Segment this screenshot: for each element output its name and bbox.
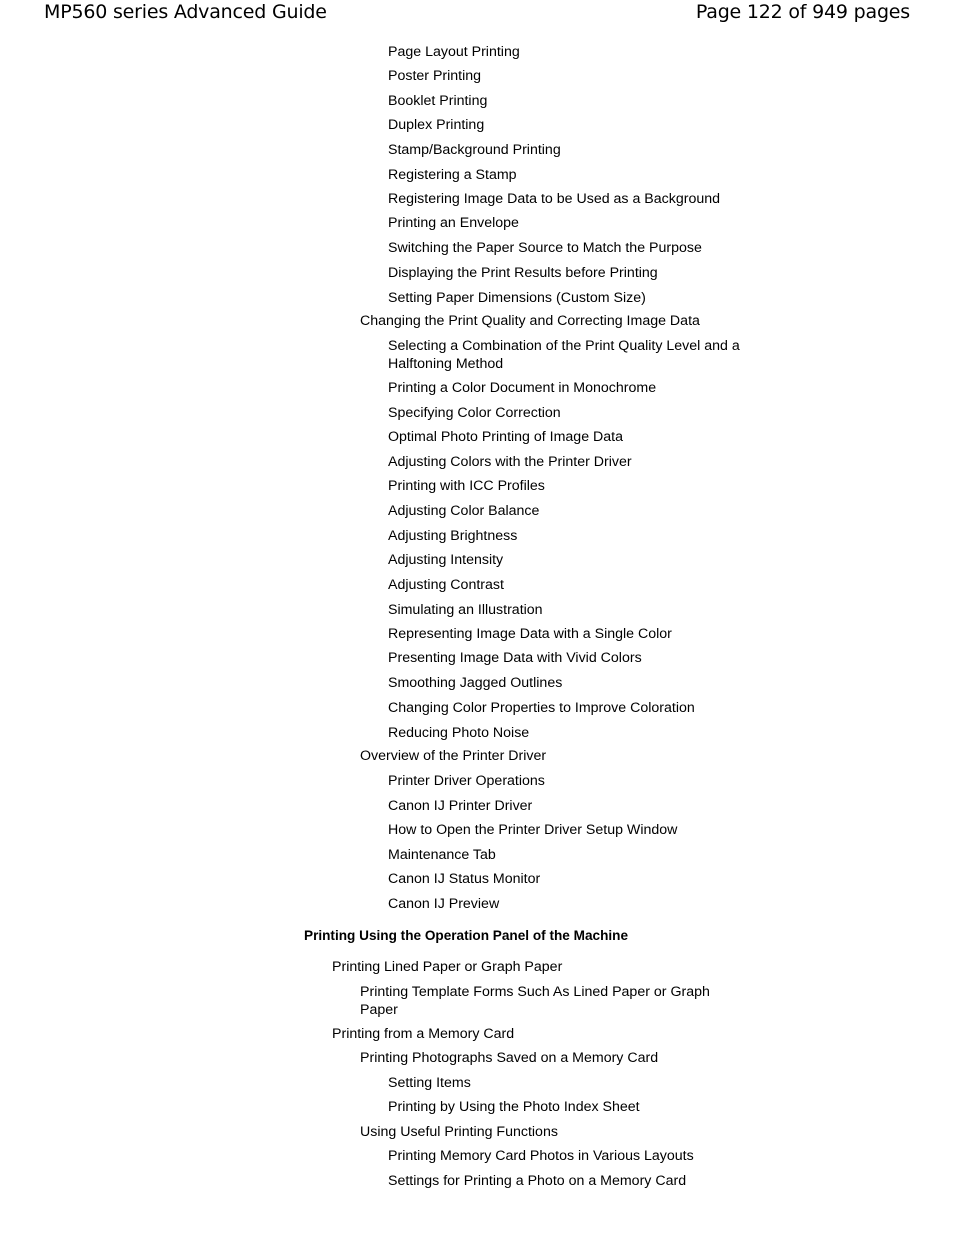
toc-link[interactable]: Smoothing Jagged Outlines <box>388 675 563 691</box>
toc-link[interactable]: Optimal Photo Printing of Image Data <box>388 429 624 445</box>
toc-link[interactable]: Reducing Photo Noise <box>388 725 530 741</box>
toc-link[interactable]: Duplex Printing <box>388 117 485 133</box>
toc-link[interactable]: Registering a Stamp <box>388 167 517 183</box>
toc-link[interactable]: Printing with ICC Profiles <box>388 478 545 494</box>
page-number: Page 122 of 949 pages <box>695 1 910 23</box>
toc-link[interactable]: Using Useful Printing Functions <box>360 1124 558 1140</box>
document-title: MP560 series Advanced Guide <box>44 1 327 23</box>
toc-link[interactable]: Specifying Color Correction <box>388 405 561 421</box>
toc-link[interactable]: Page Layout Printing <box>388 44 520 60</box>
toc-link[interactable]: Booklet Printing <box>388 93 488 109</box>
toc-link[interactable]: Maintenance Tab <box>388 847 496 863</box>
toc-link[interactable]: Setting Items <box>388 1075 471 1091</box>
toc-link[interactable]: Changing the Print Quality and Correcting Image Data <box>360 313 700 329</box>
toc-link[interactable]: Printing Template Forms Such As Lined Paper or Graph Paper <box>360 984 710 1018</box>
toc-link[interactable]: Canon IJ Preview <box>388 896 500 912</box>
toc-link[interactable]: Registering Image Data to be Used as a Background <box>388 191 721 207</box>
toc-link[interactable]: Switching the Paper Source to Match the Purpose <box>388 240 702 256</box>
toc-link[interactable]: Simulating an Illustration <box>388 602 543 618</box>
toc-link[interactable]: Printing Lined Paper or Graph Paper <box>332 959 563 975</box>
toc-link[interactable]: Printer Driver Operations <box>388 773 545 789</box>
toc-link[interactable]: Printing Photographs Saved on a Memory Card <box>360 1050 659 1066</box>
toc-link[interactable]: Selecting a Combination of the Print Quality Level and a Halftoning Method <box>388 338 740 372</box>
toc-link[interactable]: Printing an Envelope <box>388 215 519 231</box>
section-heading[interactable]: Printing Using the Operation Panel of the Machine <box>304 928 629 943</box>
toc-link[interactable]: Adjusting Intensity <box>388 552 504 568</box>
toc-link[interactable]: Adjusting Contrast <box>388 577 504 593</box>
toc-link[interactable]: Printing Memory Card Photos in Various Layouts <box>388 1148 694 1164</box>
toc-link[interactable]: Adjusting Color Balance <box>388 503 540 519</box>
toc-link[interactable]: Adjusting Brightness <box>388 528 518 544</box>
toc-link[interactable]: Changing Color Properties to Improve Coloration <box>388 700 695 716</box>
toc-link[interactable]: Overview of the Printer Driver <box>360 748 547 764</box>
toc-link[interactable]: Adjusting Colors with the Printer Driver <box>388 454 632 470</box>
toc-link[interactable]: Printing by Using the Photo Index Sheet <box>388 1099 640 1115</box>
toc-link[interactable]: Printing from a Memory Card <box>332 1026 515 1042</box>
toc-link[interactable]: Canon IJ Printer Driver <box>388 798 533 814</box>
toc-link[interactable]: How to Open the Printer Driver Setup Window <box>388 822 678 838</box>
toc-link[interactable]: Poster Printing <box>388 68 482 84</box>
toc-link[interactable]: Canon IJ Status Monitor <box>388 871 541 887</box>
toc-link[interactable]: Representing Image Data with a Single Color <box>388 626 672 642</box>
toc-link[interactable]: Stamp/Background Printing <box>388 142 561 158</box>
toc-link[interactable]: Settings for Printing a Photo on a Memory Card <box>388 1173 687 1189</box>
toc-link[interactable]: Printing a Color Document in Monochrome <box>388 380 657 396</box>
toc-link[interactable]: Displaying the Print Results before Printing <box>388 265 658 281</box>
toc-link[interactable]: Presenting Image Data with Vivid Colors <box>388 650 642 666</box>
toc-link[interactable]: Setting Paper Dimensions (Custom Size) <box>388 290 646 306</box>
